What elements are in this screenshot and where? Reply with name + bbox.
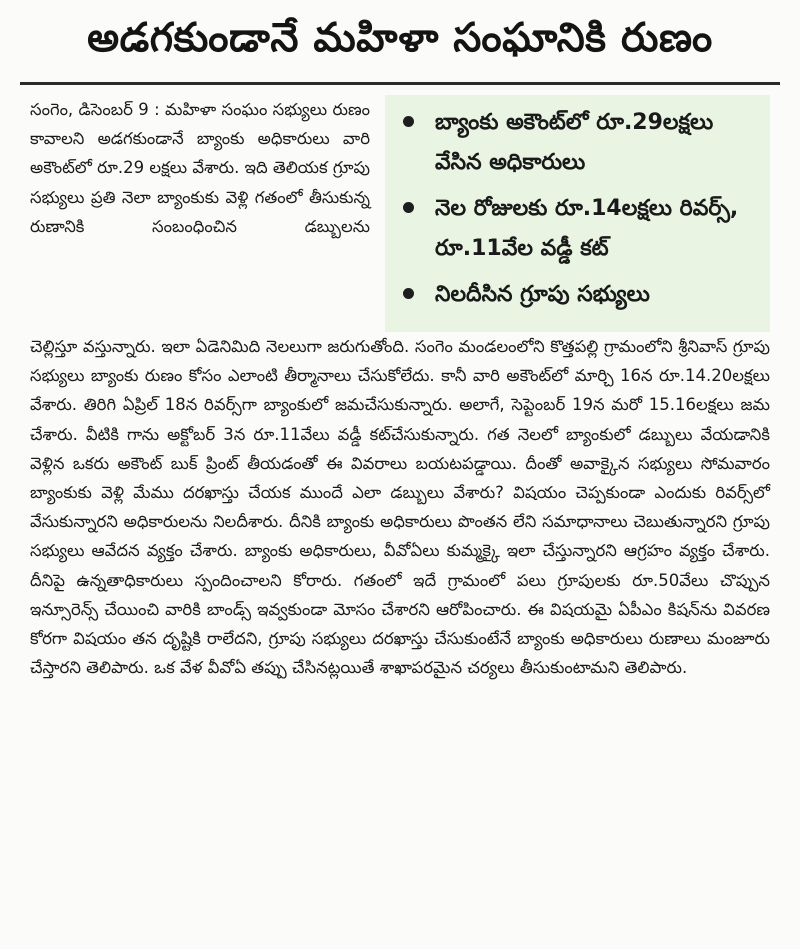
highlights-box [385, 95, 770, 332]
headline: అడగకుండానే మహిళా సంఘానికి రుణం [87, 15, 713, 61]
bullet-dot-icon [403, 288, 414, 299]
article-body: చెల్లిస్తూ వస్తున్నారు. ఇలా ఏడెనిమిది నెలలుగా జరుగుతోంది. సంగెం మండలంలోని కొత్తపల్లి గ్రామంలోని శ్రీనివాస్ గ్రూపు సభ్యులు బ్యాంకు రుణం కోసం ఎలాంటి తీర్మానాలు చేసుకోలేదు. కానీ వారి అకౌంట్‌లో మార్చి 16న రూ.14.20లక్షలు వేశారు. తిరిగి ఏప్రిల్ 18న రివర్స్‌గా బ్యాంకులో జమచేసుకున్నారు. అలాగే, సెప్టెంబర్ 19న మరో 15.16లక్షలు జమ చేశారు. వీటికి గాను అక్టోబర్ 3న రూ.11వేలు వడ్డీ కట్‌చేసుకున్నారు. గత నెలలో బ్యాంకులో డబ్బులు వేయడానికి వెళ్లిన ఒకరు అకౌంట్ బుక్ ప్రింట్ తీయడంతో ఈ వివరాలు బయటపడ్డాయి. దీంతో అవాక్కైన సభ్యులు సోమవారం బ్యాంకుకు వెళ్లి మేము దరఖాస్తు చేయక ముందే ఎలా డబ్బులు వేశారు? విషయం చెప్పకుండా ఎందుకు రివర్స్‌లో వేసుకున్నారని అధికారులను నిలదీశారు. దీనికి బ్యాంకు అధికారులు పొంతన లేని సమాధానాలు చెబుతున్నారని గ్రూపు సభ్యులు ఆవేదన వ్యక్తం చేశారు. బ్యాంకు అధికారులు, వీవోఏలు కుమ్మక్కై ఇలా చేస్తున్నారని ఆగ్రహం వ్యక్తం చేశారు. దీనిపై ఉన్నతాధికారులు స్పందించాలని కోరారు. గతంలో ఇదే గ్రామంలో పలు గ్రూపులకు రూ.50వేలు చొప్పున ఇన్సూరెన్స్ చేయించి వారికి బాండ్స్ ఇవ్వకుండా మోసం చేశారని ఆరోపించారు. ఈ విషయమై ఏపీఎం కిషన్‌ను వివరణ కోరగా విషయం తన దృష్టికి రాలేదని, గ్రూపు సభ్యులు దరఖాస్తు చేసుకుంటేనే బ్యాంకు అధికారులు రుణాలు మంజూరు చేస్తారని తెలిపారు. ఒక వేళ వీవోఏ తప్పు చేసినట్లయితే శాఖాపరమైన చర్యలు తీసుకుంటామని తెలిపారు. [30, 337, 770, 678]
highlight-text: నిలదీసిన గ్రూపు సభ్యులు [435, 282, 650, 307]
highlight-item [403, 103, 760, 183]
highlight-text: బ్యాంకు అకౌంట్‌లో రూ.29లక్షలు వేసిన అధికారులు [435, 110, 714, 175]
bullet-dot-icon [403, 202, 414, 213]
highlight-item [403, 275, 760, 315]
headline-divider [20, 82, 780, 85]
highlights-list [403, 103, 760, 315]
highlight-item [403, 189, 760, 269]
article-intro: సంగెం, డిసెంబర్ 9 : మహిళా సంఘం సభ్యులు రుణం కావాలని అడగకుండానే బ్యాంకు అధికారులు వారి అకౌంట్‌లో రూ.29 లక్షలు వేశారు. ఇది తెలియక గ్రూపు సభ్యులు ప్రతి నెలా బ్యాంకుకు వెళ్లి గతంలో తీసుకున్న రుణానికి సంబంధించిన డబ్బులను [30, 100, 370, 236]
highlight-text: నెల రోజులకు రూ.14లక్షలు రివర్స్, రూ.11వేల వడ్డీ కట్ [435, 196, 739, 261]
bullet-dot-icon [403, 116, 414, 127]
